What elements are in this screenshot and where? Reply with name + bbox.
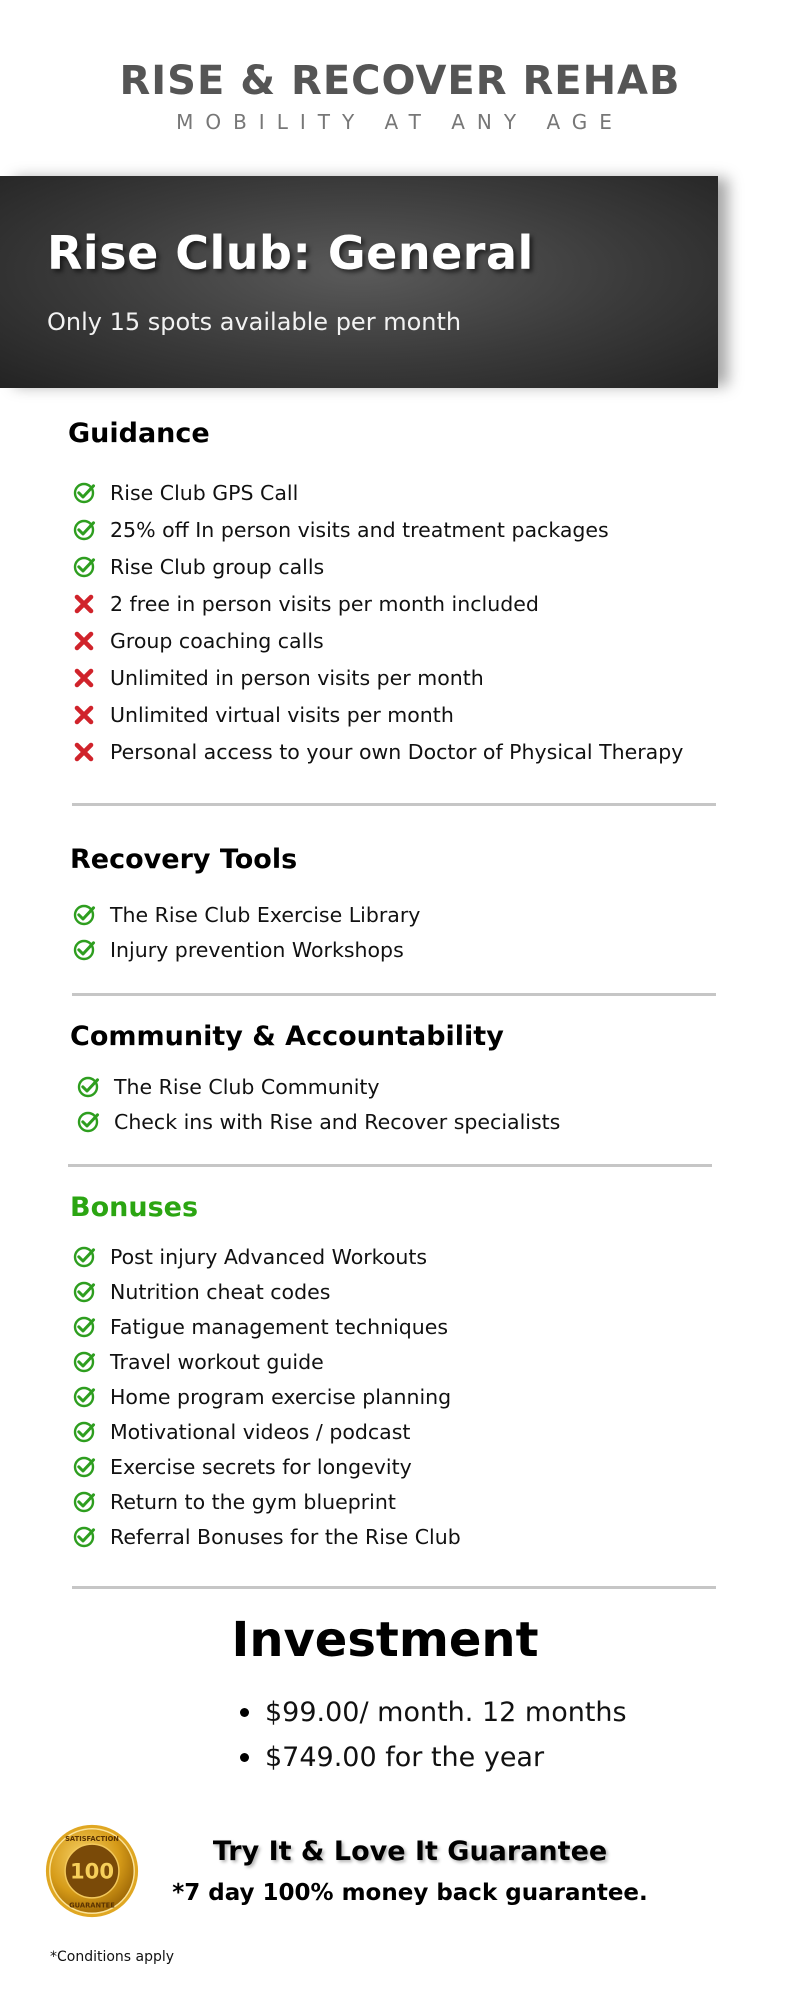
svg-text:GUARANTEE: GUARANTEE — [69, 1901, 115, 1910]
check-icon — [72, 1385, 96, 1409]
feature-label: Injury prevention Workshops — [110, 937, 404, 962]
feature-item — [72, 622, 683, 659]
check-icon — [72, 555, 96, 579]
feature-label: Nutrition cheat codes — [110, 1279, 331, 1304]
check-icon — [72, 518, 96, 542]
check-icon — [72, 1315, 96, 1339]
feature-label: Travel workout guide — [110, 1349, 324, 1374]
bullet-icon — [240, 1708, 249, 1717]
feature-label: Post injury Advanced Workouts — [110, 1244, 428, 1269]
feature-label: Referral Bonuses for the Rise Club — [110, 1524, 461, 1549]
plan-subtitle: Only 15 spots available per month — [47, 308, 462, 336]
guidance-list — [72, 474, 683, 770]
feature-item — [72, 474, 683, 511]
check-icon — [72, 1280, 96, 1304]
check-icon — [72, 1525, 96, 1549]
conditions-note: *Conditions apply — [50, 1949, 175, 1965]
check-icon — [72, 903, 96, 927]
feature-item — [72, 511, 683, 548]
recovery-tools-title: Recovery Tools — [70, 844, 298, 875]
feature-label: Rise Club GPS Call — [110, 480, 299, 505]
feature-label: Unlimited virtual visits per month — [110, 702, 454, 727]
investment-title: Investment — [231, 1612, 539, 1668]
feature-label: Home program exercise planning — [110, 1384, 452, 1409]
feature-label: Motivational videos / podcast — [110, 1419, 411, 1444]
check-icon — [76, 1110, 100, 1134]
feature-item — [72, 1274, 461, 1309]
plan-title: Rise Club: General — [47, 226, 534, 280]
price-list — [240, 1690, 627, 1780]
section-divider — [72, 1586, 716, 1589]
plan-banner — [0, 176, 718, 388]
svg-text:100: 100 — [69, 1858, 115, 1884]
feature-label: 25% off In person visits and treatment packages — [110, 517, 609, 542]
cross-icon — [72, 666, 96, 690]
feature-item — [72, 897, 420, 932]
feature-item — [72, 585, 683, 622]
satisfaction-seal — [44, 1823, 140, 1919]
feature-label: 2 free in person visits per month included — [110, 591, 539, 616]
feature-item — [72, 548, 683, 585]
section-divider — [68, 1164, 712, 1167]
check-icon — [72, 1490, 96, 1514]
svg-text:SATISFACTION: SATISFACTION — [65, 1835, 119, 1844]
community-title: Community & Accountability — [70, 1021, 504, 1052]
feature-item — [72, 1484, 461, 1519]
feature-label: Fatigue management techniques — [110, 1314, 449, 1339]
recovery-tools-list — [72, 897, 420, 967]
check-icon — [72, 1455, 96, 1479]
price-label: $99.00/ month. 12 months — [265, 1697, 627, 1728]
feature-label: The Rise Club Community — [114, 1074, 380, 1099]
cross-icon — [72, 703, 96, 727]
feature-item — [72, 1344, 461, 1379]
feature-label: Return to the gym blueprint — [110, 1489, 396, 1514]
feature-label: Unlimited in person visits per month — [110, 665, 484, 690]
price-label: $749.00 for the year — [265, 1742, 545, 1773]
guarantee-subtitle: *7 day 100% money back guarantee. — [172, 1880, 648, 1906]
feature-label: The Rise Club Exercise Library — [110, 902, 421, 927]
feature-item — [72, 659, 683, 696]
cross-icon — [72, 592, 96, 616]
section-divider — [72, 993, 716, 996]
brand-name: RISE & RECOVER REHAB — [119, 58, 681, 104]
check-icon — [72, 481, 96, 505]
feature-item — [72, 932, 420, 967]
feature-item — [72, 696, 683, 733]
feature-label: Rise Club group calls — [110, 554, 325, 579]
community-list — [76, 1069, 560, 1139]
brand-tagline: MOBILITY AT ANY AGE — [176, 110, 624, 134]
feature-item — [72, 733, 683, 770]
check-icon — [76, 1075, 100, 1099]
bonuses-title: Bonuses — [70, 1192, 199, 1223]
price-item — [240, 1735, 627, 1780]
bonuses-list — [72, 1239, 461, 1554]
feature-label: Check ins with Rise and Recover specialists — [114, 1109, 561, 1134]
check-icon — [72, 1420, 96, 1444]
guarantee-title: Try It & Love It Guarantee — [212, 1836, 608, 1867]
feature-item — [76, 1104, 560, 1139]
feature-item — [72, 1519, 461, 1554]
feature-item — [72, 1449, 461, 1484]
bullet-icon — [240, 1753, 249, 1762]
price-item — [240, 1690, 627, 1735]
guidance-title: Guidance — [68, 418, 210, 449]
feature-item — [72, 1414, 461, 1449]
feature-label: Personal access to your own Doctor of Physical Therapy — [110, 739, 684, 764]
feature-label: Group coaching calls — [110, 628, 324, 653]
feature-item — [72, 1239, 461, 1274]
feature-item — [72, 1379, 461, 1414]
feature-label: Exercise secrets for longevity — [110, 1454, 412, 1479]
feature-item — [72, 1309, 461, 1344]
cross-icon — [72, 740, 96, 764]
section-divider — [72, 803, 716, 806]
check-icon — [72, 1350, 96, 1374]
check-icon — [72, 1245, 96, 1269]
cross-icon — [72, 629, 96, 653]
header — [0, 0, 800, 176]
feature-item — [76, 1069, 560, 1104]
check-icon — [72, 938, 96, 962]
